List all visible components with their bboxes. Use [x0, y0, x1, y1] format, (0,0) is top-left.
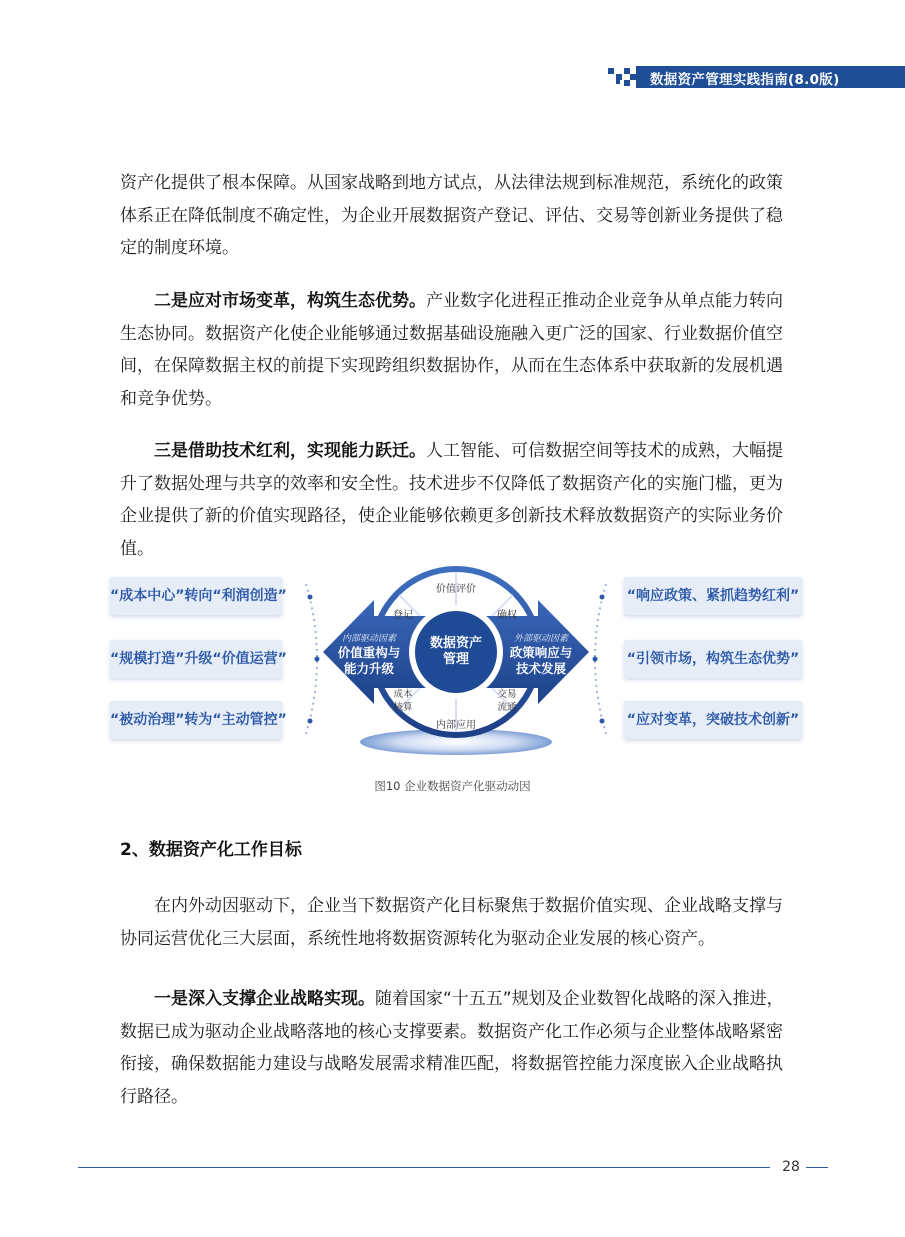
- paragraph-5-lead: 一是深入支撑企业战略实现。: [154, 989, 375, 1009]
- right-pill-3: “应对变革，突破技术创新”: [624, 701, 802, 739]
- left-pill-1: “成本中心”转向“利润创造”: [110, 577, 282, 615]
- arc-dot: [600, 595, 605, 600]
- header-decoration-square: [608, 68, 614, 74]
- left-arrow-caption: 内部驱动因素: [341, 634, 396, 644]
- paragraph-2: [120, 285, 790, 415]
- arc-dot: [600, 719, 605, 724]
- arc-dot: [308, 595, 313, 600]
- ring-label-lower-right-2: 流通: [497, 702, 517, 713]
- right-pill-2: “引领市场，构筑生态优势”: [624, 640, 802, 678]
- ring-label-upper-left: 登记: [393, 610, 413, 621]
- footer-rule: [78, 1167, 770, 1168]
- arc-dot: [593, 657, 598, 662]
- section-heading: 2、数据资产化工作目标: [120, 840, 302, 860]
- paragraph-2-body: 产业数字化进程正推动企业竞争从单点能力转向生态协同。数据资产化使企业能够通过数据基础设施融入更广泛的国家、行业数据价值空间，在保障数据主权的前提下实现跨组织数据协作，从而在生态体系中获取新的发展机遇和竞争优势。: [120, 291, 783, 409]
- paragraph-3-body: 人工智能、可信数据空间等技术的成熟，大幅提升了数据处理与共享的效率和安全性。技术进步不仅降低了数据资产化的实施门槛，更为企业提供了新的价值实现路径，使企业能够依赖更多创新技术释放数据资产的实际业务价值。: [120, 441, 783, 559]
- right-arrow-caption: 外部驱动因素: [513, 634, 568, 644]
- paragraph-5: [120, 983, 790, 1113]
- ring-label-lower-left-2: 核算: [393, 702, 413, 713]
- left-arrow-label: [332, 634, 406, 677]
- page-header: [600, 66, 905, 88]
- ring-label-bottom: 内部应用: [436, 720, 476, 731]
- right-arrow-label: [502, 634, 580, 677]
- ring-label-lower-left: [388, 688, 418, 714]
- left-pill-2: “规模打造”升级“价值运营”: [110, 640, 282, 678]
- ring-label-lower-left-1: 成本: [393, 689, 413, 700]
- figure-caption: 图10 企业数据资产化驱动动因: [374, 779, 531, 793]
- core-label-line-1: 数据资产: [429, 636, 482, 651]
- left-pill-3: “被动治理”转为“主动管控”: [110, 701, 282, 739]
- ring-label-lower-right-1: 交易: [497, 689, 517, 700]
- ring-label-lower-right: [492, 688, 522, 714]
- right-arrow-line-1: 政策响应与: [509, 645, 573, 660]
- page-number: 28: [782, 1159, 800, 1175]
- core-label-line-2: 管理: [442, 652, 469, 667]
- header-decoration-square: [624, 80, 630, 86]
- paragraph-2-lead: 二是应对市场变革，构筑生态优势。: [154, 291, 426, 311]
- left-arrow-line-2: 能力升级: [343, 661, 394, 676]
- paragraph-1: 资产化提供了根本保障。从国家战略到地方试点，从法律法规到标准规范，系统化的政策体系正在降低制度不确定性，为企业开展数据资产登记、评估、交易等创新业务提供了稳定的制度环境。: [120, 173, 783, 258]
- right-pill-1: “响应政策、紧抓趋势红利”: [624, 577, 802, 615]
- paragraph-3-lead: 三是借助技术红利，实现能力跃迁。: [154, 441, 426, 461]
- arc-dot: [315, 657, 320, 662]
- ring-label-upper-right: 确权: [497, 610, 517, 621]
- paragraph-5-body: 随着国家“十五五”规划及企业数智化战略的深入推进，数据已成为驱动企业战略落地的核心支撑要素。数据资产化工作必须与企业整体战略紧密衔接，确保数据能力建设与战略发展需求精准匹配，将数据管控能力深度嵌入企业战略执行路径。: [120, 989, 784, 1107]
- core-label: [416, 636, 496, 668]
- paragraph-3: [120, 435, 790, 565]
- paragraph-4: 在内外动因驱动下，企业当下数据资产化目标聚焦于数据价值实现、企业战略支撑与协同运营优化三大层面，系统性地将数据资源转化为驱动企业发展的核心资产。: [120, 896, 783, 949]
- header-title: 数据资产管理实践指南(8.0版): [650, 72, 840, 88]
- arc-dot: [308, 719, 313, 724]
- left-arrow-line-1: 价值重构与: [337, 645, 401, 660]
- driver-diagram: [106, 562, 806, 757]
- footer-rule-end: [806, 1167, 828, 1168]
- ring-label-top: 价值评价: [436, 584, 476, 595]
- header-decoration-square: [616, 80, 620, 84]
- right-arrow-line-2: 技术发展: [515, 661, 566, 676]
